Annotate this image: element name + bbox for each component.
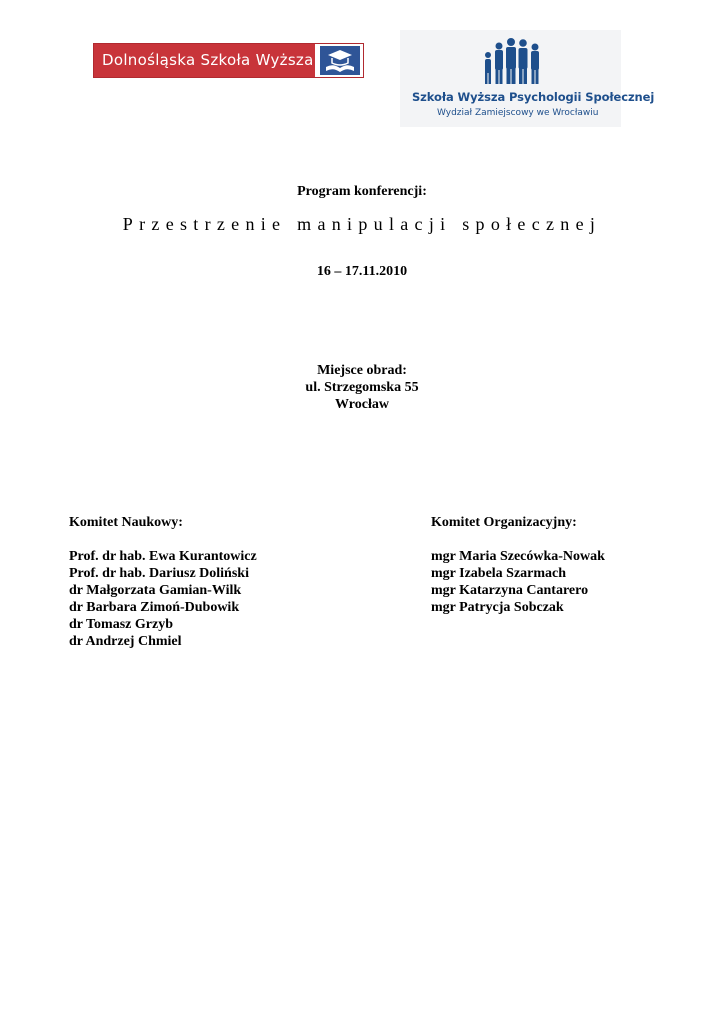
conference-title: Przestrzenie manipulacji społecznej: [122, 214, 602, 234]
organizing-committee-heading: Komitet Organizacyjny:: [431, 515, 577, 530]
committee-member: Prof. dr hab. Dariusz Doliński: [69, 566, 249, 581]
committee-member: mgr Izabela Szarmach: [431, 566, 567, 581]
committee-member: dr Małgorzata Gamian-Wilk: [69, 583, 242, 598]
committee-member: mgr Patrycja Sobczak: [431, 600, 564, 615]
committee-member: dr Tomasz Grzyb: [69, 617, 173, 632]
dsw-emblem-icon: [315, 44, 363, 77]
committee-member: dr Andrzej Chmiel: [69, 634, 182, 649]
dsw-logo: [93, 43, 364, 78]
committee-member: Prof. dr hab. Ewa Kurantowicz: [69, 549, 257, 564]
scientific-committee-heading: Komitet Naukowy:: [69, 515, 183, 530]
conference-dates: 16 – 17.11.2010: [316, 264, 408, 279]
swps-logo: [400, 30, 655, 127]
organizing-committee: [431, 514, 605, 616]
swps-logo-subtitle: Wydział Zamiejscowy we Wrocławiu: [437, 108, 599, 118]
committee-member: dr Barbara Zimoń-Dubowik: [69, 600, 240, 615]
scientific-committee: [69, 514, 257, 650]
venue-street: ul. Strzegomska 55: [305, 380, 419, 395]
committee-member: mgr Katarzyna Cantarero: [431, 583, 589, 598]
committee-member: mgr Maria Szecówka-Nowak: [431, 549, 605, 564]
venue-city: Wrocław: [335, 397, 389, 412]
swps-logo-title: Szkoła Wyższa Psychologii Społecznej: [412, 90, 655, 104]
family-figures-icon: [478, 37, 546, 87]
venue-label: Miejsce obrad:: [317, 363, 407, 378]
dsw-logo-text: Dolnośląska Szkoła Wyższa: [102, 51, 314, 69]
program-heading: Program konferencji:: [297, 184, 427, 199]
